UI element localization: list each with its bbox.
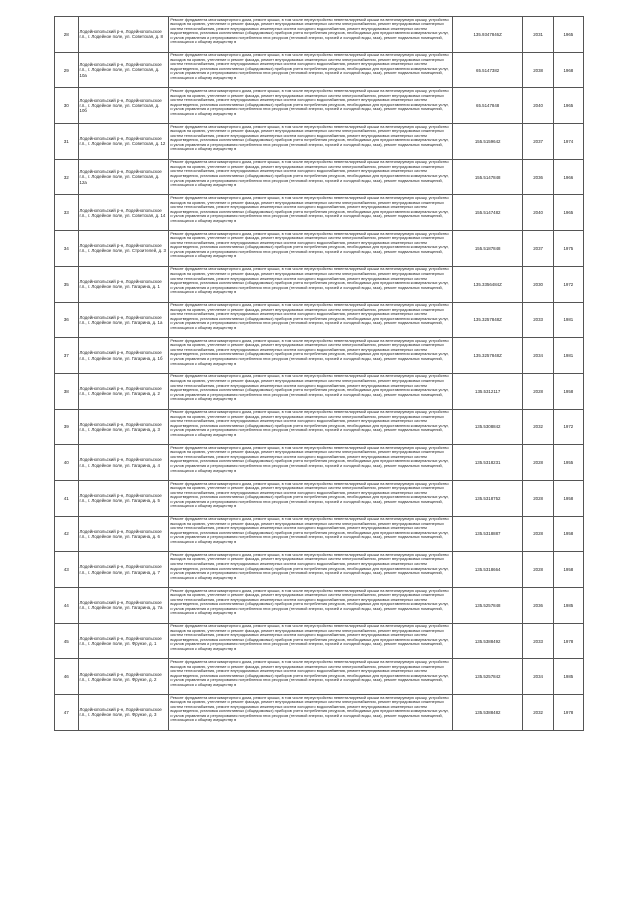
repair-works-text: Ремонт фундамента многоквартирного дома, ремонт крыши, в том числе переустройство невентилируемой крыши на вентилируемую крышу, устройство выходов на кровлю, утепление и ремонт фасада, ремонт внутридомовых инженерных систем электроснабжения, ремонт внутридомовых инженерных систем теплоснабжения, ремонт внутридомовых инженерных систем холодного водоснабжения, ремонт внутридомовых инженерных систем водоотведения, установка коллективных (общедомовых) приборов учета потребления ресурсов, необходимых для предоставления коммунальных услуг, и узлов управления и регулирования потребления этих ресурсов (тепловой энергии, горячей и холодной воды, газа), ремонт подвальных помещений, относящихся к общему имуществу в	[170, 88, 449, 116]
repair-works-list	[169, 445, 453, 481]
construction-year: 1974	[553, 124, 583, 160]
table-row	[55, 552, 584, 588]
cadastral-number: 65.5147848	[452, 88, 523, 124]
repair-works-text: Ремонт фундамента многоквартирного дома, ремонт крыши, в том числе переустройство невентилируемой крыши на вентилируемую крышу, устройство выходов на кровлю, утепление и ремонт фасада, ремонт внутридомовых инженерных систем электроснабжения, ремонт внутридомовых инженерных систем теплоснабжения, ремонт внутридомовых инженерных систем холодного водоснабжения, ремонт внутридомовых инженерных систем водоотведения, установка коллективных (общедомовых) приборов учета потребления ресурсов, необходимых для предоставления коммунальных услуг, и узлов управления и регулирования потребления этих ресурсов (тепловой энергии, горячей и холодной воды, газа), ремонт подвальных помещений, относящихся к общему имуществу в	[170, 303, 449, 330]
construction-year: 1965	[553, 17, 583, 53]
repair-works-list	[169, 302, 453, 338]
cadastral-number: 135.5318664	[452, 552, 523, 588]
repair-works-text: Ремонт фундамента многоквартирного дома, ремонт крыши, в том числе переустройство невентилируемой крыши на вентилируемую крышу, устройство выходов на кровлю, утепление и ремонт фасада, ремонт внутридомовых инженерных систем электроснабжения, ремонт внутридомовых инженерных систем теплоснабжения, ремонт внутридомовых инженерных систем холодного водоснабжения, ремонт внутридомовых инженерных систем водоотведения, установка коллективных (общедомовых) приборов учета потребления ресурсов, необходимых для предоставления коммунальных услуг, и узлов управления и регулирования потребления этих ресурсов (тепловой энергии, горячей и холодной воды, газа), ремонт подвальных помещений, относящихся к общему имуществу в	[170, 481, 449, 509]
cadastral-number: 135.5308842	[452, 409, 523, 445]
planned-year: 2031	[523, 17, 553, 53]
planned-year: 2037	[523, 124, 553, 160]
cadastral-number: 135.5257848	[452, 588, 523, 624]
table-row	[55, 409, 584, 445]
cadastral-number: 155.5187848	[452, 231, 523, 267]
planned-year: 2040	[523, 88, 553, 124]
repair-works-text: Ремонт фундамента многоквартирного дома, ремонт крыши, в том числе переустройство невентилируемой крыши на вентилируемую крышу, устройство выходов на кровлю, утепление и ремонт фасада, ремонт внутридомовых инженерных систем электроснабжения, ремонт внутридомовых инженерных систем теплоснабжения, ремонт внутридомовых инженерных систем холодного водоснабжения, ремонт внутридомовых инженерных систем водоотведения, установка коллективных (общедомовых) приборов учета потребления ресурсов, необходимых для предоставления коммунальных услуг, и узлов управления и регулирования потребления этих ресурсов (тепловой энергии, горячей и холодной воды, газа), ремонт подвальных помещений, относящихся к общему имуществу в	[170, 695, 449, 723]
table-row	[55, 480, 584, 516]
row-number: 42	[55, 516, 79, 552]
repair-works-text: Ремонт фундамента многоквартирного дома, ремонт крыши, в том числе переустройство невентилируемой крыши на вентилируемую крышу, устройство выходов на кровлю, утепление и ремонт фасада, ремонт внутридомовых инженерных систем электроснабжения, ремонт внутридомовых инженерных систем теплоснабжения, ремонт внутридомовых инженерных систем холодного водоснабжения, ремонт внутридомовых инженерных систем водоотведения, установка коллективных (общедомовых) приборов учета потребления ресурсов, необходимых для предоставления коммунальных услуг, и узлов управления и регулирования потребления этих ресурсов (тепловой энергии, горячей и холодной воды, газа), ремонт подвальных помещений, относящихся к общему имуществу в	[170, 588, 449, 616]
row-number: 35	[55, 266, 79, 302]
construction-year: 1981	[553, 338, 583, 374]
house-address: Лодейнопольский р-н, Лодейнопольское г.п., г. Лодейное поле, ул. Строителей, д. 3	[78, 231, 169, 267]
row-number: 38	[55, 373, 79, 409]
repair-works-list	[169, 17, 453, 53]
repair-works-text: Ремонт фундамента многоквартирного дома, ремонт крыши, в том числе переустройство невентилируемой крыши на вентилируемую крышу, устройство выходов на кровлю, утепление и ремонт фасада, ремонт внутридомовых инженерных систем электроснабжения, ремонт внутридомовых инженерных систем теплоснабжения, ремонт внутридомовых инженерных систем холодного водоснабжения, ремонт внутридомовых инженерных систем водоотведения, установка коллективных (общедомовых) приборов учета потребления ресурсов, необходимых для предоставления коммунальных услуг, и узлов управления и регулирования потребления этих ресурсов (тепловой энергии, горячей и холодной воды, газа), ремонт подвальных помещений, относящихся к общему имуществу в	[170, 445, 449, 473]
table-row	[55, 445, 584, 481]
house-address: Лодейнопольский р-н, Лодейнопольское г.п., г. Лодейное поле, ул. Гагарина, д. 1	[78, 266, 169, 302]
house-address: Лодейнопольский р-н, Лодейнопольское г.п., г. Лодейное поле, ул. Фрунзе, д. 3	[78, 695, 169, 731]
repair-works-text: Ремонт фундамента многоквартирного дома, ремонт крыши, в том числе переустройство невентилируемой крыши на вентилируемую крышу, устройство выходов на кровлю, утепление и ремонт фасада, ремонт внутридомовых инженерных систем электроснабжения, ремонт внутридомовых инженерных систем теплоснабжения, ремонт внутридомовых инженерных систем холодного водоснабжения, ремонт внутридомовых инженерных систем водоотведения, установка коллективных (общедомовых) приборов учета потребления ресурсов, необходимых для предоставления коммунальных услуг, и узлов управления и регулирования потребления этих ресурсов (тепловой энергии, горячей и холодной воды, газа), ремонт подвальных помещений, относящихся к общему имуществу в	[170, 410, 449, 437]
cadastral-number: 135.3257848Z	[452, 302, 523, 338]
construction-year: 1966	[553, 159, 583, 195]
repair-works-text: Ремонт фундамента многоквартирного дома, ремонт крыши, в том числе переустройство невентилируемой крыши на вентилируемую крышу, устройство выходов на кровлю, утепление и ремонт фасада, ремонт внутридомовых инженерных систем электроснабжения, ремонт внутридомовых инженерных систем теплоснабжения, ремонт внутридомовых инженерных систем холодного водоснабжения, ремонт внутридомовых инженерных систем водоотведения, установка коллективных (общедомовых) приборов учета потребления ресурсов, необходимых для предоставления коммунальных услуг, и узлов управления и регулирования потребления этих ресурсов (тепловой энергии, горячей и холодной воды, газа), ремонт подвальных помещений, относящихся к общему имуществу в	[170, 196, 449, 223]
planned-year: 2034	[523, 338, 553, 374]
cadastral-number: 155.5147482	[452, 195, 523, 231]
construction-year: 1972	[553, 409, 583, 445]
construction-year: 1978	[553, 623, 583, 659]
house-address: Лодейнопольский р-н, Лодейнопольское г.п., г. Лодейное поле, ул. Советская, д. 12а	[78, 159, 169, 195]
row-number: 33	[55, 195, 79, 231]
planned-year: 2033	[523, 302, 553, 338]
repair-works-list	[169, 623, 453, 659]
cadastral-number: 135.5318231	[452, 445, 523, 481]
row-number: 29	[55, 52, 79, 88]
planned-year: 2040	[523, 195, 553, 231]
cadastral-number: 155.5147848	[452, 159, 523, 195]
table-row	[55, 695, 584, 731]
planned-year: 2028	[523, 516, 553, 552]
row-number: 32	[55, 159, 79, 195]
repair-works-list	[169, 231, 453, 267]
capital-repair-table	[54, 16, 584, 731]
construction-year: 1972	[553, 266, 583, 302]
row-number: 44	[55, 588, 79, 624]
table-row	[55, 17, 584, 53]
house-address: Лодейнопольский р-н, Лодейнопольское г.п., г. Лодейное поле, ул. Гагарина, д. 1б	[78, 338, 169, 374]
table-body	[55, 17, 584, 731]
planned-year: 2028	[523, 480, 553, 516]
repair-works-list	[169, 409, 453, 445]
repair-works-text: Ремонт фундамента многоквартирного дома, ремонт крыши, в том числе переустройство невентилируемой крыши на вентилируемую крышу, устройство выходов на кровлю, утепление и ремонт фасада, ремонт внутридомовых инженерных систем электроснабжения, ремонт внутридомовых инженерных систем теплоснабжения, ремонт внутридомовых инженерных систем холодного водоснабжения, ремонт внутридомовых инженерных систем водоотведения, установка коллективных (общедомовых) приборов учета потребления ресурсов, необходимых для предоставления коммунальных услуг, и узлов управления и регулирования потребления этих ресурсов (тепловой энергии, горячей и холодной воды, газа), ремонт подвальных помещений, относящихся к общему имуществу в	[170, 517, 449, 544]
construction-year: 1958	[553, 552, 583, 588]
repair-works-list	[169, 195, 453, 231]
repair-works-text: Ремонт фундамента многоквартирного дома, ремонт крыши, в том числе переустройство невентилируемой крыши на вентилируемую крышу, устройство выходов на кровлю, утепление и ремонт фасада, ремонт внутридомовых инженерных систем электроснабжения, ремонт внутридомовых инженерных систем теплоснабжения, ремонт внутридомовых инженерных систем холодного водоснабжения, ремонт внутридомовых инженерных систем водоотведения, установка коллективных (общедомовых) приборов учета потребления ресурсов, необходимых для предоставления коммунальных услуг, и узлов управления и регулирования потребления этих ресурсов (тепловой энергии, горячей и холодной воды, газа), ремонт подвальных помещений, относящихся к общему имуществу в	[170, 17, 449, 45]
table-row	[55, 659, 584, 695]
repair-works-text: Ремонт фундамента многоквартирного дома, ремонт крыши, в том числе переустройство невентилируемой крыши на вентилируемую крышу, устройство выходов на кровлю, утепление и ремонт фасада, ремонт внутридомовых инженерных систем электроснабжения, ремонт внутридомовых инженерных систем теплоснабжения, ремонт внутридомовых инженерных систем холодного водоснабжения, ремонт внутридомовых инженерных систем водоотведения, установка коллективных (общедомовых) приборов учета потребления ресурсов, необходимых для предоставления коммунальных услуг, и узлов управления и регулирования потребления этих ресурсов (тепловой энергии, горячей и холодной воды, газа), ремонт подвальных помещений, относящихся к общему имуществу в	[170, 624, 449, 652]
row-number: 43	[55, 552, 79, 588]
planned-year: 2028	[523, 445, 553, 481]
construction-year: 1981	[553, 302, 583, 338]
construction-year: 1978	[553, 695, 583, 731]
cadastral-number: 135.5388492	[452, 623, 523, 659]
repair-works-text: Ремонт фундамента многоквартирного дома, ремонт крыши, в том числе переустройство невентилируемой крыши на вентилируемую крышу, устройство выходов на кровлю, утепление и ремонт фасада, ремонт внутридомовых инженерных систем электроснабжения, ремонт внутридомовых инженерных систем теплоснабжения, ремонт внутридомовых инженерных систем холодного водоснабжения, ремонт внутридомовых инженерных систем водоотведения, установка коллективных (общедомовых) приборов учета потребления ресурсов, необходимых для предоставления коммунальных услуг, и узлов управления и регулирования потребления этих ресурсов (тепловой энергии, горячей и холодной воды, газа), ремонт подвальных помещений, относящихся к общему имуществу в	[170, 160, 449, 188]
house-address: Лодейнопольский р-н, Лодейнопольское г.п., г. Лодейное поле, ул. Фрунзе, д. 1	[78, 623, 169, 659]
row-number: 39	[55, 409, 79, 445]
table-row	[55, 338, 584, 374]
construction-year: 1958	[553, 373, 583, 409]
planned-year: 2030	[523, 266, 553, 302]
house-address: Лодейнопольский р-н, Лодейнопольское г.п., г. Лодейное поле, ул. Гагарина, д. 2	[78, 373, 169, 409]
construction-year: 1965	[553, 195, 583, 231]
repair-works-list	[169, 695, 453, 731]
repair-works-list	[169, 124, 453, 160]
planned-year: 2028	[523, 552, 553, 588]
table-row	[55, 588, 584, 624]
planned-year: 2032	[523, 695, 553, 731]
repair-works-list	[169, 88, 453, 124]
cadastral-number: 135.3356484Z	[452, 266, 523, 302]
table-row	[55, 159, 584, 195]
house-address: Лодейнопольский р-н, Лодейнопольское г.п., г. Лодейное поле, ул. Советская, д. 12	[78, 124, 169, 160]
house-address: Лодейнопольский р-н, Лодейнопольское г.п., г. Лодейное поле, ул. Советская, д. 10а	[78, 52, 169, 88]
house-address: Лодейнопольский р-н, Лодейнопольское г.п., г. Лодейное поле, ул. Фрунзе, д. 2	[78, 659, 169, 695]
table-row	[55, 516, 584, 552]
house-address: Лодейнопольский р-н, Лодейнопольское г.п., г. Лодейное поле, ул. Гагарина, д. 5	[78, 480, 169, 516]
row-number: 37	[55, 338, 79, 374]
house-address: Лодейнопольский р-н, Лодейнопольское г.п., г. Лодейное поле, ул. Советская, д. 8	[78, 17, 169, 53]
row-number: 46	[55, 659, 79, 695]
repair-works-text: Ремонт фундамента многоквартирного дома, ремонт крыши, в том числе переустройство невентилируемой крыши на вентилируемую крышу, устройство выходов на кровлю, утепление и ремонт фасада, ремонт внутридомовых инженерных систем электроснабжения, ремонт внутридомовых инженерных систем теплоснабжения, ремонт внутридомовых инженерных систем холодного водоснабжения, ремонт внутридомовых инженерных систем водоотведения, установка коллективных (общедомовых) приборов учета потребления ресурсов, необходимых для предоставления коммунальных услуг, и узлов управления и регулирования потребления этих ресурсов (тепловой энергии, горячей и холодной воды, газа), ремонт подвальных помещений, относящихся к общему имуществу в	[170, 552, 449, 580]
house-address: Лодейнопольский р-н, Лодейнопольское г.п., г. Лодейное поле, ул. Гагарина, д. 7	[78, 552, 169, 588]
repair-works-text: Ремонт фундамента многоквартирного дома, ремонт крыши, в том числе переустройство невентилируемой крыши на вентилируемую крышу, устройство выходов на кровлю, утепление и ремонт фасада, ремонт внутридомовых инженерных систем электроснабжения, ремонт внутридомовых инженерных систем теплоснабжения, ремонт внутридомовых инженерных систем холодного водоснабжения, ремонт внутридомовых инженерных систем водоотведения, установка коллективных (общедомовых) приборов учета потребления ресурсов, необходимых для предоставления коммунальных услуг, и узлов управления и регулирования потребления этих ресурсов (тепловой энергии, горячей и холодной воды, газа), ремонт подвальных помещений, относящихся к общему имуществу в	[170, 231, 449, 259]
row-number: 47	[55, 695, 79, 731]
planned-year: 2037	[523, 231, 553, 267]
planned-year: 2028	[523, 373, 553, 409]
row-number: 36	[55, 302, 79, 338]
table-row	[55, 231, 584, 267]
planned-year: 2032	[523, 409, 553, 445]
repair-works-text: Ремонт фундамента многоквартирного дома, ремонт крыши, в том числе переустройство невентилируемой крыши на вентилируемую крышу, устройство выходов на кровлю, утепление и ремонт фасада, ремонт внутридомовых инженерных систем электроснабжения, ремонт внутридомовых инженерных систем теплоснабжения, ремонт внутридомовых инженерных систем холодного водоснабжения, ремонт внутридомовых инженерных систем водоотведения, установка коллективных (общедомовых) приборов учета потребления ресурсов, необходимых для предоставления коммунальных услуг, и узлов управления и регулирования потребления этих ресурсов (тепловой энергии, горячей и холодной воды, газа), ремонт подвальных помещений, относящихся к общему имуществу в	[170, 53, 449, 81]
house-address: Лодейнопольский р-н, Лодейнопольское г.п., г. Лодейное поле, ул. Советская, д. 14	[78, 195, 169, 231]
construction-year: 1955	[553, 445, 583, 481]
repair-works-list	[169, 480, 453, 516]
row-number: 41	[55, 480, 79, 516]
house-address: Лодейнопольский р-н, Лодейнопольское г.п., г. Лодейное поле, ул. Гагарина, д. 3	[78, 409, 169, 445]
repair-works-list	[169, 338, 453, 374]
construction-year: 1985	[553, 659, 583, 695]
cadastral-number: 135.3257848Z	[452, 338, 523, 374]
cadastral-number: 155.5159642	[452, 124, 523, 160]
planned-year: 2033	[523, 623, 553, 659]
table-row	[55, 124, 584, 160]
row-number: 31	[55, 124, 79, 160]
repair-works-text: Ремонт фундамента многоквартирного дома, ремонт крыши, в том числе переустройство невентилируемой крыши на вентилируемую крышу, устройство выходов на кровлю, утепление и ремонт фасада, ремонт внутридомовых инженерных систем электроснабжения, ремонт внутридомовых инженерных систем теплоснабжения, ремонт внутридомовых инженерных систем холодного водоснабжения, ремонт внутридомовых инженерных систем водоотведения, установка коллективных (общедомовых) приборов учета потребления ресурсов, необходимых для предоставления коммунальных услуг, и узлов управления и регулирования потребления этих ресурсов (тепловой энергии, горячей и холодной воды, газа), ремонт подвальных помещений, относящихся к общему имуществу в	[170, 338, 449, 366]
construction-year: 1985	[553, 588, 583, 624]
planned-year: 2034	[523, 659, 553, 695]
construction-year: 1958	[553, 516, 583, 552]
repair-works-text: Ремонт фундамента многоквартирного дома, ремонт крыши, в том числе переустройство невентилируемой крыши на вентилируемую крышу, устройство выходов на кровлю, утепление и ремонт фасада, ремонт внутридомовых инженерных систем электроснабжения, ремонт внутридомовых инженерных систем теплоснабжения, ремонт внутридомовых инженерных систем холодного водоснабжения, ремонт внутридомовых инженерных систем водоотведения, установка коллективных (общедомовых) приборов учета потребления ресурсов, необходимых для предоставления коммунальных услуг, и узлов управления и регулирования потребления этих ресурсов (тепловой энергии, горячей и холодной воды, газа), ремонт подвальных помещений, относящихся к общему имуществу в	[170, 659, 449, 687]
planned-year: 2036	[523, 159, 553, 195]
cadastral-number: 135.5257842	[452, 659, 523, 695]
cadastral-number: 135.5318752	[452, 480, 523, 516]
house-address: Лодейнопольский р-н, Лодейнопольское г.п., г. Лодейное поле, ул. Гагарина, д. 7а	[78, 588, 169, 624]
construction-year: 1968	[553, 52, 583, 88]
repair-works-list	[169, 552, 453, 588]
house-address: Лодейнопольский р-н, Лодейнопольское г.п., г. Лодейное поле, ул. Гагарина, д. 1а	[78, 302, 169, 338]
house-address: Лодейнопольский р-н, Лодейнопольское г.п., г. Лодейное поле, ул. Гагарина, д. 4	[78, 445, 169, 481]
repair-works-text: Ремонт фундамента многоквартирного дома, ремонт крыши, в том числе переустройство невентилируемой крыши на вентилируемую крышу, устройство выходов на кровлю, утепление и ремонт фасада, ремонт внутридомовых инженерных систем электроснабжения, ремонт внутридомовых инженерных систем теплоснабжения, ремонт внутридомовых инженерных систем холодного водоснабжения, ремонт внутридомовых инженерных систем водоотведения, установка коллективных (общедомовых) приборов учета потребления ресурсов, необходимых для предоставления коммунальных услуг, и узлов управления и регулирования потребления этих ресурсов (тепловой энергии, горячей и холодной воды, газа), ремонт подвальных помещений, относящихся к общему имуществу в	[170, 124, 449, 152]
row-number: 45	[55, 623, 79, 659]
planned-year: 2038	[523, 52, 553, 88]
repair-works-list	[169, 588, 453, 624]
cadastral-number: 135.5318887	[452, 516, 523, 552]
repair-works-list	[169, 373, 453, 409]
repair-works-list	[169, 159, 453, 195]
table-row	[55, 302, 584, 338]
construction-year: 1965	[553, 88, 583, 124]
repair-works-list	[169, 516, 453, 552]
row-number: 40	[55, 445, 79, 481]
table-row	[55, 195, 584, 231]
table-row	[55, 373, 584, 409]
table-row	[55, 623, 584, 659]
house-address: Лодейнопольский р-н, Лодейнопольское г.п., г. Лодейное поле, ул. Советская, д. 10б	[78, 88, 169, 124]
table-row	[55, 52, 584, 88]
register-sheet	[54, 16, 584, 731]
cadastral-number: 135.9347846Z	[452, 17, 523, 53]
row-number: 28	[55, 17, 79, 53]
cadastral-number: 135.5388482	[452, 695, 523, 731]
repair-works-text: Ремонт фундамента многоквартирного дома, ремонт крыши, в том числе переустройство невентилируемой крыши на вентилируемую крышу, устройство выходов на кровлю, утепление и ремонт фасада, ремонт внутридомовых инженерных систем электроснабжения, ремонт внутридомовых инженерных систем теплоснабжения, ремонт внутридомовых инженерных систем холодного водоснабжения, ремонт внутридомовых инженерных систем водоотведения, установка коллективных (общедомовых) приборов учета потребления ресурсов, необходимых для предоставления коммунальных услуг, и узлов управления и регулирования потребления этих ресурсов (тепловой энергии, горячей и холодной воды, газа), ремонт подвальных помещений, относящихся к общему имуществу в	[170, 267, 449, 295]
repair-works-list	[169, 52, 453, 88]
row-number: 34	[55, 231, 79, 267]
repair-works-list	[169, 266, 453, 302]
cadastral-number: 65.5147382	[452, 52, 523, 88]
table-row	[55, 88, 584, 124]
cadastral-number: 135.5312117	[452, 373, 523, 409]
house-address: Лодейнопольский р-н, Лодейнопольское г.п., г. Лодейное поле, ул. Гагарина, д. 6	[78, 516, 169, 552]
repair-works-list	[169, 659, 453, 695]
row-number: 30	[55, 88, 79, 124]
repair-works-text: Ремонт фундамента многоквартирного дома, ремонт крыши, в том числе переустройство невентилируемой крыши на вентилируемую крышу, устройство выходов на кровлю, утепление и ремонт фасада, ремонт внутридомовых инженерных систем электроснабжения, ремонт внутридомовых инженерных систем теплоснабжения, ремонт внутридомовых инженерных систем холодного водоснабжения, ремонт внутридомовых инженерных систем водоотведения, установка коллективных (общедомовых) приборов учета потребления ресурсов, необходимых для предоставления коммунальных услуг, и узлов управления и регулирования потребления этих ресурсов (тепловой энергии, горячей и холодной воды, газа), ремонт подвальных помещений, относящихся к общему имуществу в	[170, 374, 449, 402]
construction-year: 1975	[553, 231, 583, 267]
construction-year: 1958	[553, 480, 583, 516]
planned-year: 2036	[523, 588, 553, 624]
table-row	[55, 266, 584, 302]
